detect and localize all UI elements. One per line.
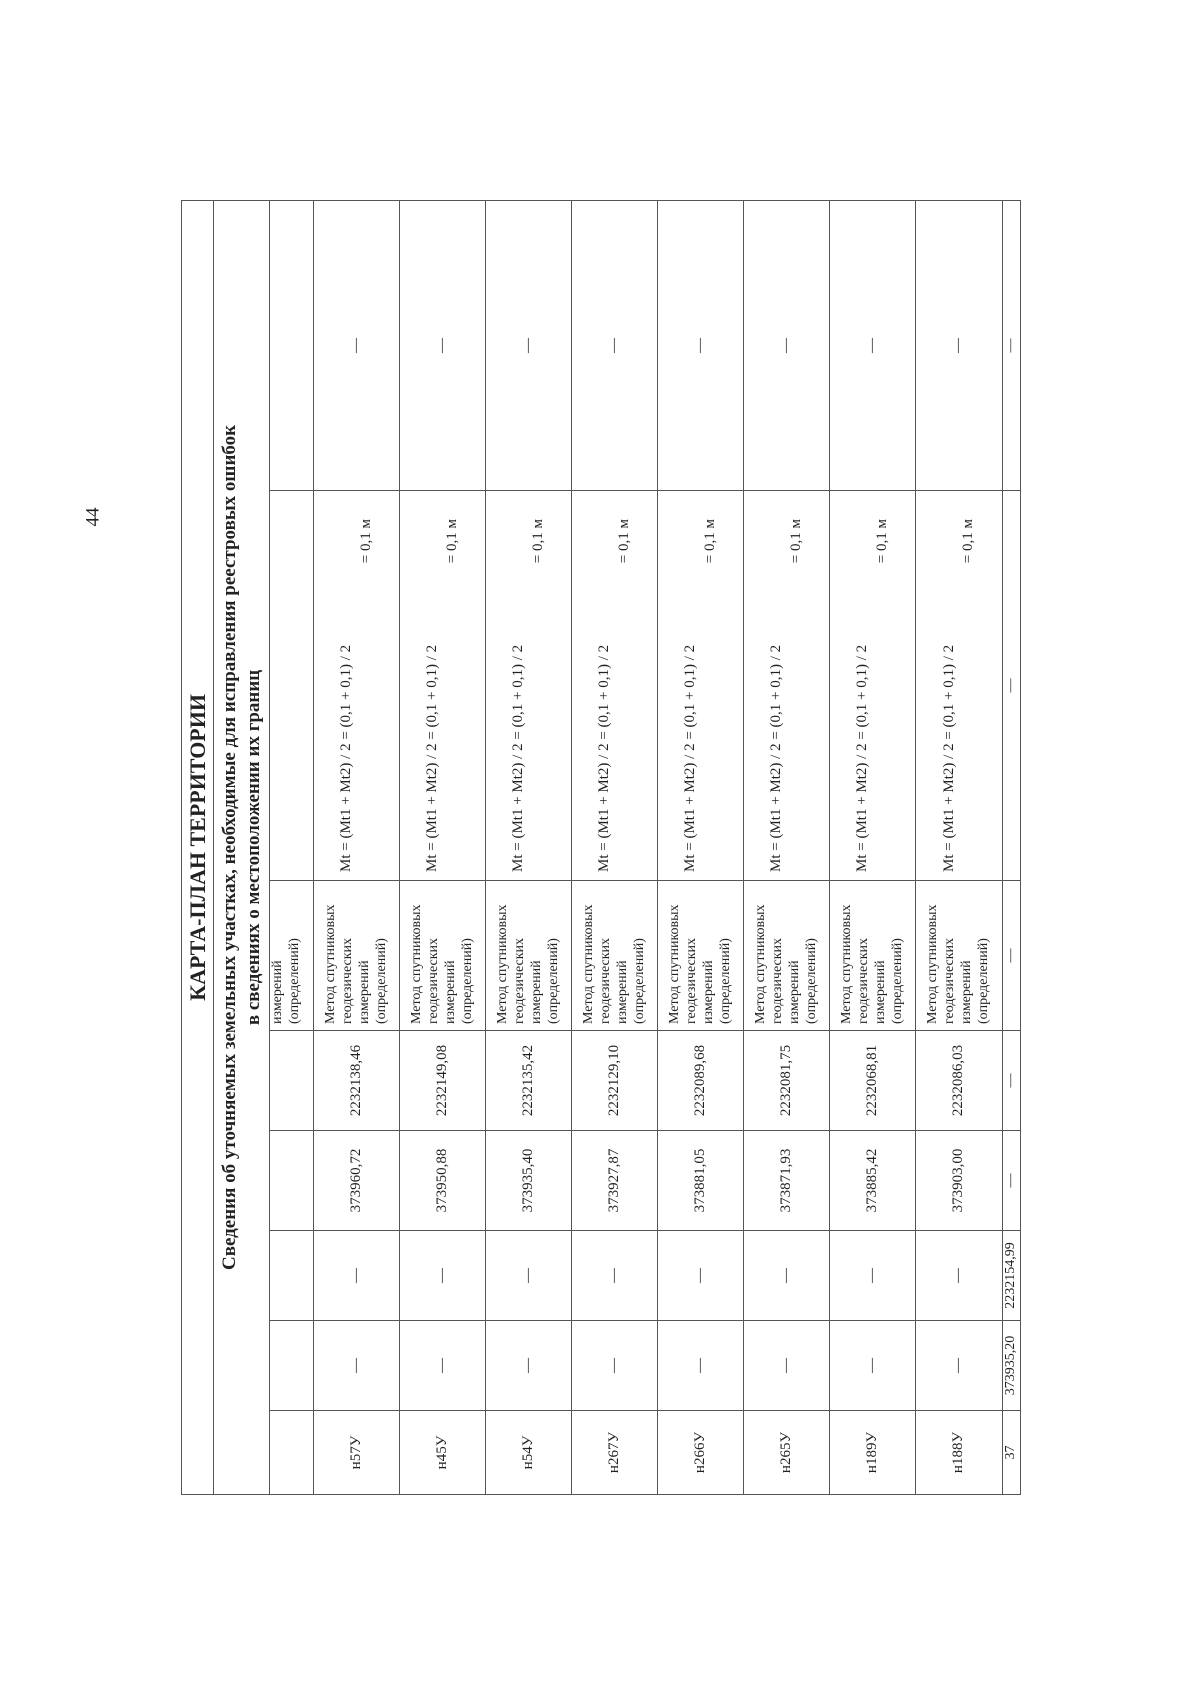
table-cell: [270, 491, 314, 881]
old-x-value: —: [572, 1321, 658, 1411]
x-value: 373935,40: [486, 1131, 572, 1231]
method-cell: Метод спутниковых геодезических измерений (определений): [830, 881, 916, 1031]
y-value: —: [1002, 1031, 1020, 1131]
note-cell: —: [830, 200, 916, 490]
old-y-value: 2232154,99: [1002, 1231, 1020, 1321]
note-cell: —: [1002, 200, 1020, 490]
page-number: [81, 502, 105, 532]
accuracy-formula: Mt = (Mt1 + Mt2) / 2 = (0,1 + 0,1) / 2 = 0,1 м: [916, 491, 1002, 881]
section-heading-row: [214, 200, 270, 1494]
note-cell: —: [658, 200, 744, 490]
note-cell: —: [400, 200, 486, 490]
table-cell: [270, 1031, 314, 1131]
point-name: н267У: [572, 1411, 658, 1495]
table-cell: [270, 1231, 314, 1321]
title-row: [182, 200, 214, 1494]
method-cell: Метод спутниковых геодезических измерений (определений): [572, 881, 658, 1031]
x-value: 373881,05: [658, 1131, 744, 1231]
point-name: н57У: [314, 1411, 400, 1495]
method-cell: Метод спутниковых геодезических измерений (определений): [400, 881, 486, 1031]
y-value: 2232138,46: [314, 1031, 400, 1131]
rotated-sheet-area: [181, 201, 1021, 1495]
note-cell: —: [486, 200, 572, 490]
old-y-value: —: [572, 1231, 658, 1321]
old-y-value: —: [314, 1231, 400, 1321]
old-y-value: —: [744, 1231, 830, 1321]
x-value: 373960,72: [314, 1131, 400, 1231]
territory-table: [181, 200, 1021, 1495]
old-y-value: —: [830, 1231, 916, 1321]
table-cell: [270, 200, 314, 490]
accuracy-formula: Mt = (Mt1 + Mt2) / 2 = (0,1 + 0,1) / 2 = 0,1 м: [658, 491, 744, 881]
x-value: —: [1002, 1131, 1020, 1231]
table-row: [400, 200, 486, 1494]
accuracy-formula: Mt = (Mt1 + Mt2) / 2 = (0,1 + 0,1) / 2 = 0,1 м: [486, 491, 572, 881]
point-name: н45У: [400, 1411, 486, 1495]
old-x-value: —: [486, 1321, 572, 1411]
accuracy-formula: Mt = (Mt1 + Mt2) / 2 = (0,1 + 0,1) / 2 = 0,1 м: [400, 491, 486, 881]
old-x-value: —: [314, 1321, 400, 1411]
old-y-value: —: [916, 1231, 1002, 1321]
note-cell: —: [572, 200, 658, 490]
page-number-text: 44: [82, 507, 103, 527]
table-row: [830, 200, 916, 1494]
table-cell: [270, 1131, 314, 1231]
old-x-value: —: [744, 1321, 830, 1411]
table-row-footer: [1002, 200, 1020, 1494]
x-value: 373903,00: [916, 1131, 1002, 1231]
y-value: 2232135,42: [486, 1031, 572, 1131]
method-cell-fragment: измерений (определений): [270, 881, 314, 1031]
point-name: н54У: [486, 1411, 572, 1495]
y-value: 2232089,68: [658, 1031, 744, 1131]
y-value: 2232068,81: [830, 1031, 916, 1131]
document-title: КАРТА-ПЛАН ТЕРРИТОРИИ: [182, 200, 214, 1494]
old-x-value: —: [830, 1321, 916, 1411]
section-heading-line-1: Сведения об уточняемых земельных участках, необходимые для исправления реестровых ошибок: [218, 424, 240, 1271]
note-cell: —: [314, 200, 400, 490]
section-heading: [214, 200, 270, 1494]
method-cell: Метод спутниковых геодезических измерений (определений): [314, 881, 400, 1031]
table-row: [744, 200, 830, 1494]
y-value: 2232149,08: [400, 1031, 486, 1131]
y-value: 2232129,10: [572, 1031, 658, 1131]
method-cell: Метод спутниковых геодезических измерений (определений): [744, 881, 830, 1031]
accuracy-formula: Mt = (Mt1 + Mt2) / 2 = (0,1 + 0,1) / 2 = 0,1 м: [830, 491, 916, 881]
x-value: 373927,87: [572, 1131, 658, 1231]
table-cell: [270, 1321, 314, 1411]
table-row: [486, 200, 572, 1494]
accuracy-formula: Mt = (Mt1 + Mt2) / 2 = (0,1 + 0,1) / 2 = 0,1 м: [314, 491, 400, 881]
method-cell: Метод спутниковых геодезических измерений (определений): [486, 881, 572, 1031]
point-name: н265У: [744, 1411, 830, 1495]
old-x-value: —: [916, 1321, 1002, 1411]
point-name: н266У: [658, 1411, 744, 1495]
point-name: н189У: [830, 1411, 916, 1495]
method-cell: Метод спутниковых геодезических измерений (определений): [916, 881, 1002, 1031]
old-x-value: —: [400, 1321, 486, 1411]
point-name: н188У: [916, 1411, 1002, 1495]
old-y-value: —: [400, 1231, 486, 1321]
y-value: 2232081,75: [744, 1031, 830, 1131]
point-name: 37: [1002, 1411, 1020, 1495]
accuracy-formula: —: [1002, 491, 1020, 881]
note-cell: —: [744, 200, 830, 490]
note-cell: —: [916, 200, 1002, 490]
accuracy-formula: Mt = (Mt1 + Mt2) / 2 = (0,1 + 0,1) / 2 = 0,1 м: [572, 491, 658, 881]
x-value: 373871,93: [744, 1131, 830, 1231]
table-row: [314, 200, 400, 1494]
old-y-value: —: [658, 1231, 744, 1321]
table-row-top-fragment: [270, 200, 314, 1494]
method-cell: —: [1002, 881, 1020, 1031]
old-x-value: —: [658, 1321, 744, 1411]
table-cell: [270, 1411, 314, 1495]
x-value: 373950,88: [400, 1131, 486, 1231]
section-heading-line-2: в сведениях о местоположении их границ: [242, 669, 264, 1026]
old-x-value: 373935,20: [1002, 1321, 1020, 1411]
table-row: [572, 200, 658, 1494]
old-y-value: —: [486, 1231, 572, 1321]
y-value: 2232086,03: [916, 1031, 1002, 1131]
method-cell: Метод спутниковых геодезических измерений (определений): [658, 881, 744, 1031]
table-row: [916, 200, 1002, 1494]
x-value: 373885,42: [830, 1131, 916, 1231]
table-row: [658, 200, 744, 1494]
territory-sheet: [181, 201, 1021, 1495]
accuracy-formula: Mt = (Mt1 + Mt2) / 2 = (0,1 + 0,1) / 2 = 0,1 м: [744, 491, 830, 881]
